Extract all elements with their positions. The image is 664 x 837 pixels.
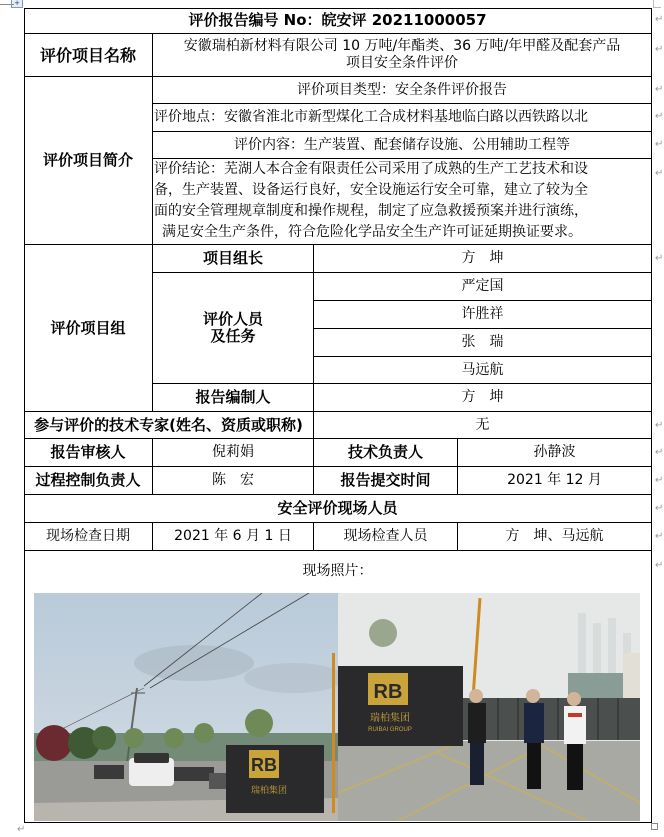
conclusion-line: 面的安全管理规章制度和操作规程，制定了应急救援预案并进行演练， bbox=[154, 203, 588, 219]
site-personnel-title: 安全评价现场人员 bbox=[24, 495, 652, 523]
site-inspectors-label: 现场检查人员 bbox=[314, 523, 458, 551]
paragraph-mark-icon: ↵ bbox=[655, 14, 664, 25]
site-photos-label: 现场照片： bbox=[302, 563, 373, 579]
process-control-value: 陈 宏 bbox=[153, 467, 314, 495]
project-conclusion bbox=[153, 159, 652, 245]
project-content: 评价内容：生产装置、配套储存设施、公用辅助工程等 bbox=[153, 132, 652, 159]
reviewer-label: 报告审核人 bbox=[24, 439, 153, 467]
paragraph-mark-icon: ↵ bbox=[655, 560, 664, 571]
site-photo-gate-parking[interactable] bbox=[34, 593, 338, 821]
paragraph-mark-icon: ↵ bbox=[655, 44, 664, 55]
report-compiler-value: 方 坤 bbox=[314, 384, 652, 412]
paragraph-mark-icon: ↵ bbox=[655, 420, 664, 431]
project-intro-label: 评价项目简介 bbox=[24, 77, 153, 245]
team-leader-value: 方 坤 bbox=[314, 245, 652, 273]
site-inspectors-value: 方 坤、马远航 bbox=[458, 523, 652, 551]
svg-text:RB: RB bbox=[373, 681, 403, 703]
submit-time-label: 报告提交时间 bbox=[314, 467, 458, 495]
site-photo-inspectors[interactable] bbox=[338, 593, 640, 821]
project-name-label: 评价项目名称 bbox=[24, 34, 153, 77]
experts-value: 无 bbox=[314, 412, 652, 439]
svg-text:RB: RB bbox=[251, 755, 277, 775]
paragraph-mark-icon: ↵ bbox=[655, 168, 664, 179]
members-label-line1: 评价人员 bbox=[202, 310, 263, 328]
paragraph-mark-icon: ↵ bbox=[655, 531, 664, 542]
tech-lead-label: 技术负责人 bbox=[314, 439, 458, 467]
project-location: 评价地点：安徽省淮北市新型煤化工合成材料基地临白路以西铁路以北 bbox=[153, 104, 652, 132]
paragraph-mark-icon: ↵ bbox=[655, 111, 664, 122]
project-name-line1: 安徽瑞柏新材料有限公司 10 万吨/年酯类、36 万吨/年甲醛及配套产品 bbox=[183, 38, 621, 54]
paragraph-mark-icon: ↵ bbox=[17, 824, 26, 835]
paragraph-mark-icon: ↵ bbox=[655, 503, 664, 514]
site-date-value: 2021 年 6 月 1 日 bbox=[153, 523, 314, 551]
project-name-line2: 项目安全条件评价 bbox=[346, 55, 458, 71]
site-date-label: 现场检查日期 bbox=[24, 523, 153, 551]
svg-text:RUIBAI GROUP: RUIBAI GROUP bbox=[368, 727, 412, 733]
report-number: 评价报告编号 No：皖安评 20211000057 bbox=[24, 8, 652, 34]
project-team-label: 评价项目组 bbox=[24, 245, 153, 412]
paragraph-mark-icon: ↵ bbox=[655, 84, 664, 95]
team-member: 严定国 bbox=[314, 273, 652, 301]
table-move-handle-icon[interactable]: + bbox=[11, 0, 23, 8]
margin-line bbox=[0, 4, 14, 5]
paragraph-mark-icon: ↵ bbox=[655, 447, 664, 458]
conclusion-line: 满足安全生产条件，符合危险化学品安全生产许可证延期换证要求。 bbox=[162, 224, 582, 240]
process-control-label: 过程控制负责人 bbox=[24, 467, 153, 495]
reviewer-value: 倪莉娟 bbox=[153, 439, 314, 467]
team-members-label bbox=[153, 273, 314, 384]
paragraph-mark-icon: ↵ bbox=[655, 139, 664, 150]
team-leader-label: 项目组长 bbox=[153, 245, 314, 273]
tech-lead-value: 孙静波 bbox=[458, 439, 652, 467]
submit-time-value: 2021 年 12 月 bbox=[458, 467, 652, 495]
report-compiler-label: 报告编制人 bbox=[153, 384, 314, 412]
project-name-value bbox=[153, 34, 652, 77]
conclusion-line: 备，生产装置、设备运行良好，安全设施运行安全可靠，建立了较为全 bbox=[154, 182, 588, 198]
team-member: 许胜祥 bbox=[314, 301, 652, 329]
team-member: 张 瑞 bbox=[314, 329, 652, 357]
members-label-line2: 及任务 bbox=[210, 327, 256, 345]
svg-text:瑞柏集团: 瑞柏集团 bbox=[250, 786, 288, 796]
paragraph-mark-icon: ↵ bbox=[655, 475, 664, 486]
conclusion-line: 评价结论：芜湖人本合金有限责任公司采用了成熟的生产工艺技术和设 bbox=[154, 161, 588, 177]
page-corner-mark bbox=[653, 0, 661, 8]
team-member: 马远航 bbox=[314, 357, 652, 384]
paragraph-mark-icon: ↵ bbox=[655, 253, 664, 264]
project-type: 评价项目类型：安全条件评价报告 bbox=[153, 77, 652, 104]
table-resize-handle[interactable] bbox=[651, 823, 658, 830]
svg-text:瑞柏集团: 瑞柏集团 bbox=[370, 713, 410, 724]
experts-label: 参与评价的技术专家(姓名、资质或职称) bbox=[24, 412, 314, 439]
